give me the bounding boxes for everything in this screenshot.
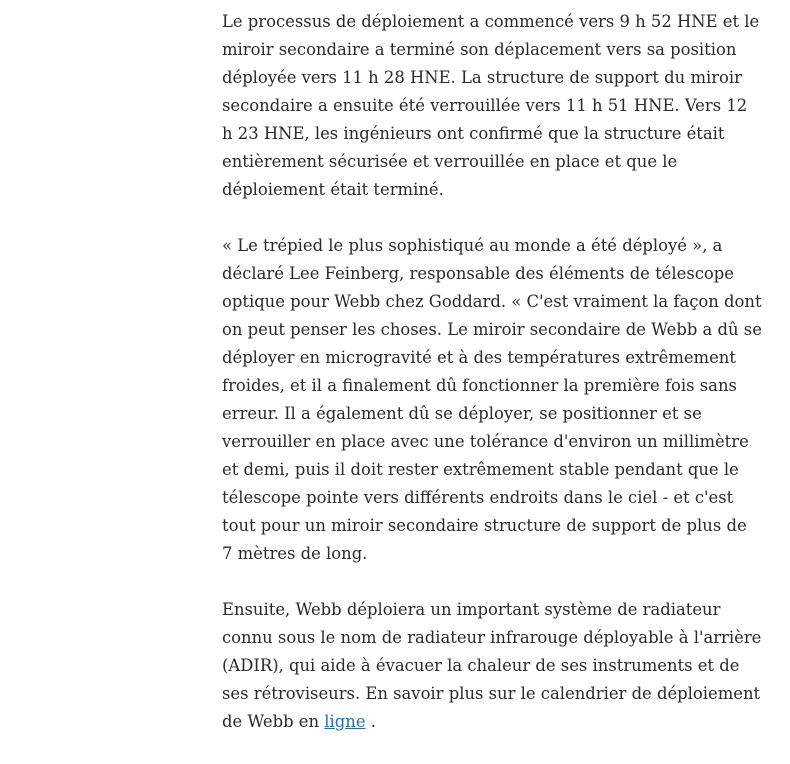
paragraph-deployment-timeline: Le processus de déploiement a commencé vers 9 h 52 HNE et le miroir secondaire a terminé son déplacement vers sa position déployée vers 11 h 28 HNE. La structure de support du miroir secondaire a ensuite été verrouillée vers 11 h 51 HNE. Vers 12 h 23 HNE, les ingénieurs ont confirmé que la structure était entièrement sécurisée et verrouillée en place et que le déploiement était terminé. <box>222 12 760 199</box>
ligne-link[interactable]: ligne <box>324 712 366 731</box>
paragraph-next-steps-end: . <box>365 712 376 731</box>
paragraph-next-steps <box>222 596 762 736</box>
paragraph-next-steps-text: Ensuite, Webb déploiera un important système de radiateur connu sous le nom de radiateur infrarouge déployable à l'arrière (ADIR), qui aide à évacuer la chaleur de ses instruments et de ses rétroviseurs. En savoir plus sur le calendrier de déploiement de Webb en <box>222 600 762 731</box>
article-body <box>222 8 762 764</box>
paragraph-feinberg-quote: « Le trépied le plus sophistiqué au monde a été déployé », a déclaré Lee Feinberg, responsable des éléments de télescope optique pour Webb chez Goddard. « C'est vraiment la façon dont on peut penser les choses. Le miroir secondaire de Webb a dû se déployer en microgravité et à des températures extrêmement froides, et il a finalement dû fonctionner la première fois sans erreur. Il a également dû se déployer, se positionner et se verrouiller en place avec une tolérance d'environ un millimètre et demi, puis il doit rester extrêmement stable pendant que le télescope pointe vers différents endroits dans le ciel - et c'est tout pour un miroir secondaire structure de support de plus de 7 mètres de long. <box>222 236 762 563</box>
